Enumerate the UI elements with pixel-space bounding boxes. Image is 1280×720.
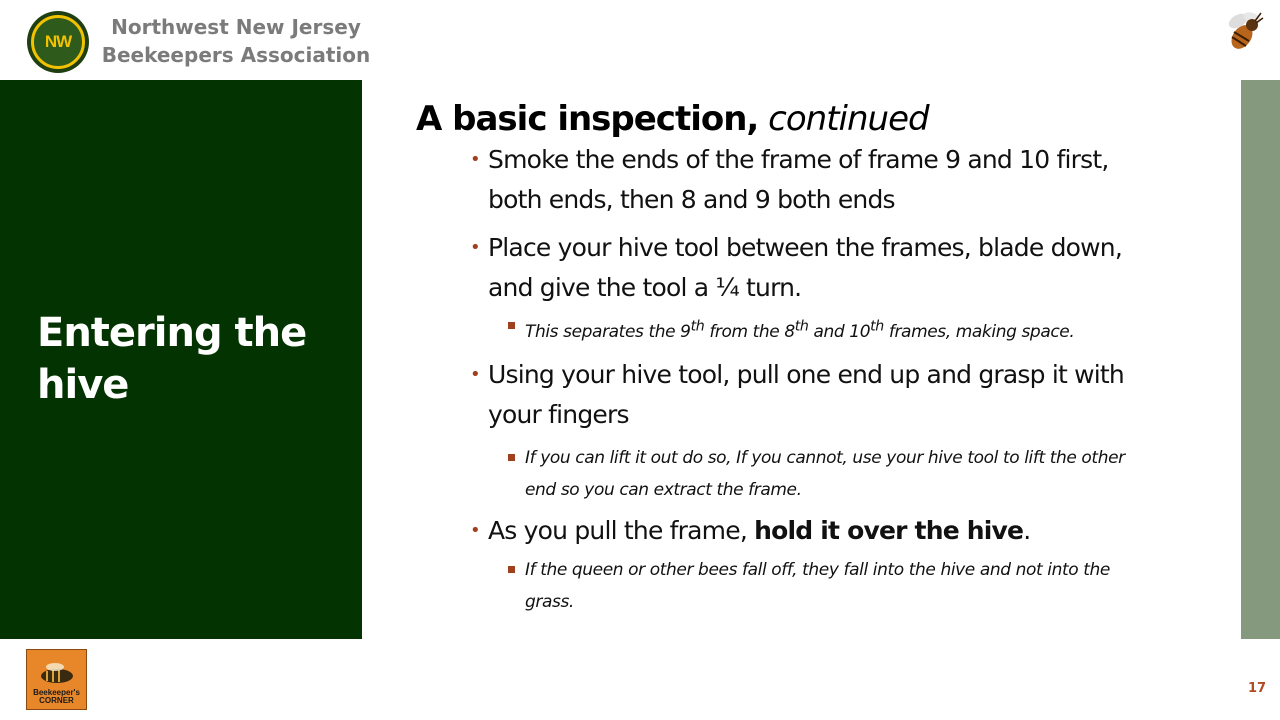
heading-bold: A basic inspection, bbox=[416, 99, 759, 139]
page-number: 17 bbox=[1248, 681, 1267, 696]
bullet-marker: • bbox=[470, 363, 480, 385]
bullet-item bbox=[416, 511, 1168, 551]
bullet-text: Using your hive tool, pull one end up and grasp it with your fingers bbox=[488, 359, 1124, 429]
bullet-text: As you pull the frame, hold it over the hive. bbox=[488, 515, 1031, 545]
sub-bullet-text: If the queen or other bees fall off, they fall into the hive and not into the grass. bbox=[525, 559, 1110, 612]
bullet-text: Smoke the ends of the frame of frame 9 and 10 first, both ends, then 8 and 9 both ends bbox=[488, 145, 1109, 214]
sub-bullet-marker bbox=[508, 454, 515, 461]
sub-bullet-item bbox=[416, 554, 1153, 618]
bullet-marker: • bbox=[470, 519, 480, 541]
bee-icon bbox=[1222, 8, 1266, 54]
podcast-bee-icon bbox=[35, 661, 79, 689]
logo-text: NW bbox=[44, 32, 72, 51]
bullet-item bbox=[416, 355, 1168, 435]
association-logo-icon bbox=[27, 11, 89, 73]
bullet-marker: • bbox=[470, 149, 480, 170]
slide-heading bbox=[416, 98, 1206, 140]
heading-italic: continued bbox=[768, 99, 929, 139]
right-accent-strip bbox=[1241, 80, 1280, 639]
sub-bullet-item bbox=[416, 442, 1153, 506]
org-name-line1: Northwest New Jersey bbox=[111, 15, 361, 39]
bullet-text: Place your hive tool between the frames, blade down, and give the tool a ¼ turn. bbox=[488, 233, 1122, 302]
bullet-item bbox=[416, 228, 1168, 308]
sub-bullet-marker bbox=[508, 322, 515, 329]
sub-bullet-item bbox=[416, 310, 1153, 348]
podcast-logo-icon bbox=[26, 649, 87, 710]
sub-bullet-text: This separates the 9th from the 8th and 10th frames, making space. bbox=[525, 318, 1075, 342]
section-title: Entering the hive bbox=[37, 310, 307, 408]
organization-name bbox=[101, 13, 371, 69]
podcast-text-line1: Beekeeper's bbox=[33, 688, 80, 697]
slide-content bbox=[416, 98, 1206, 618]
sub-bullet-text: If you can lift it out do so, If you cannot, use your hive tool to lift the other end so you can extract the frame. bbox=[525, 447, 1125, 500]
sub-bullet-marker bbox=[508, 566, 515, 573]
bullet-item bbox=[416, 140, 1168, 220]
podcast-text-line2: CORNER bbox=[39, 696, 74, 705]
org-name-line2: Beekeepers Association bbox=[101, 43, 371, 67]
bullet-marker: • bbox=[470, 237, 480, 258]
